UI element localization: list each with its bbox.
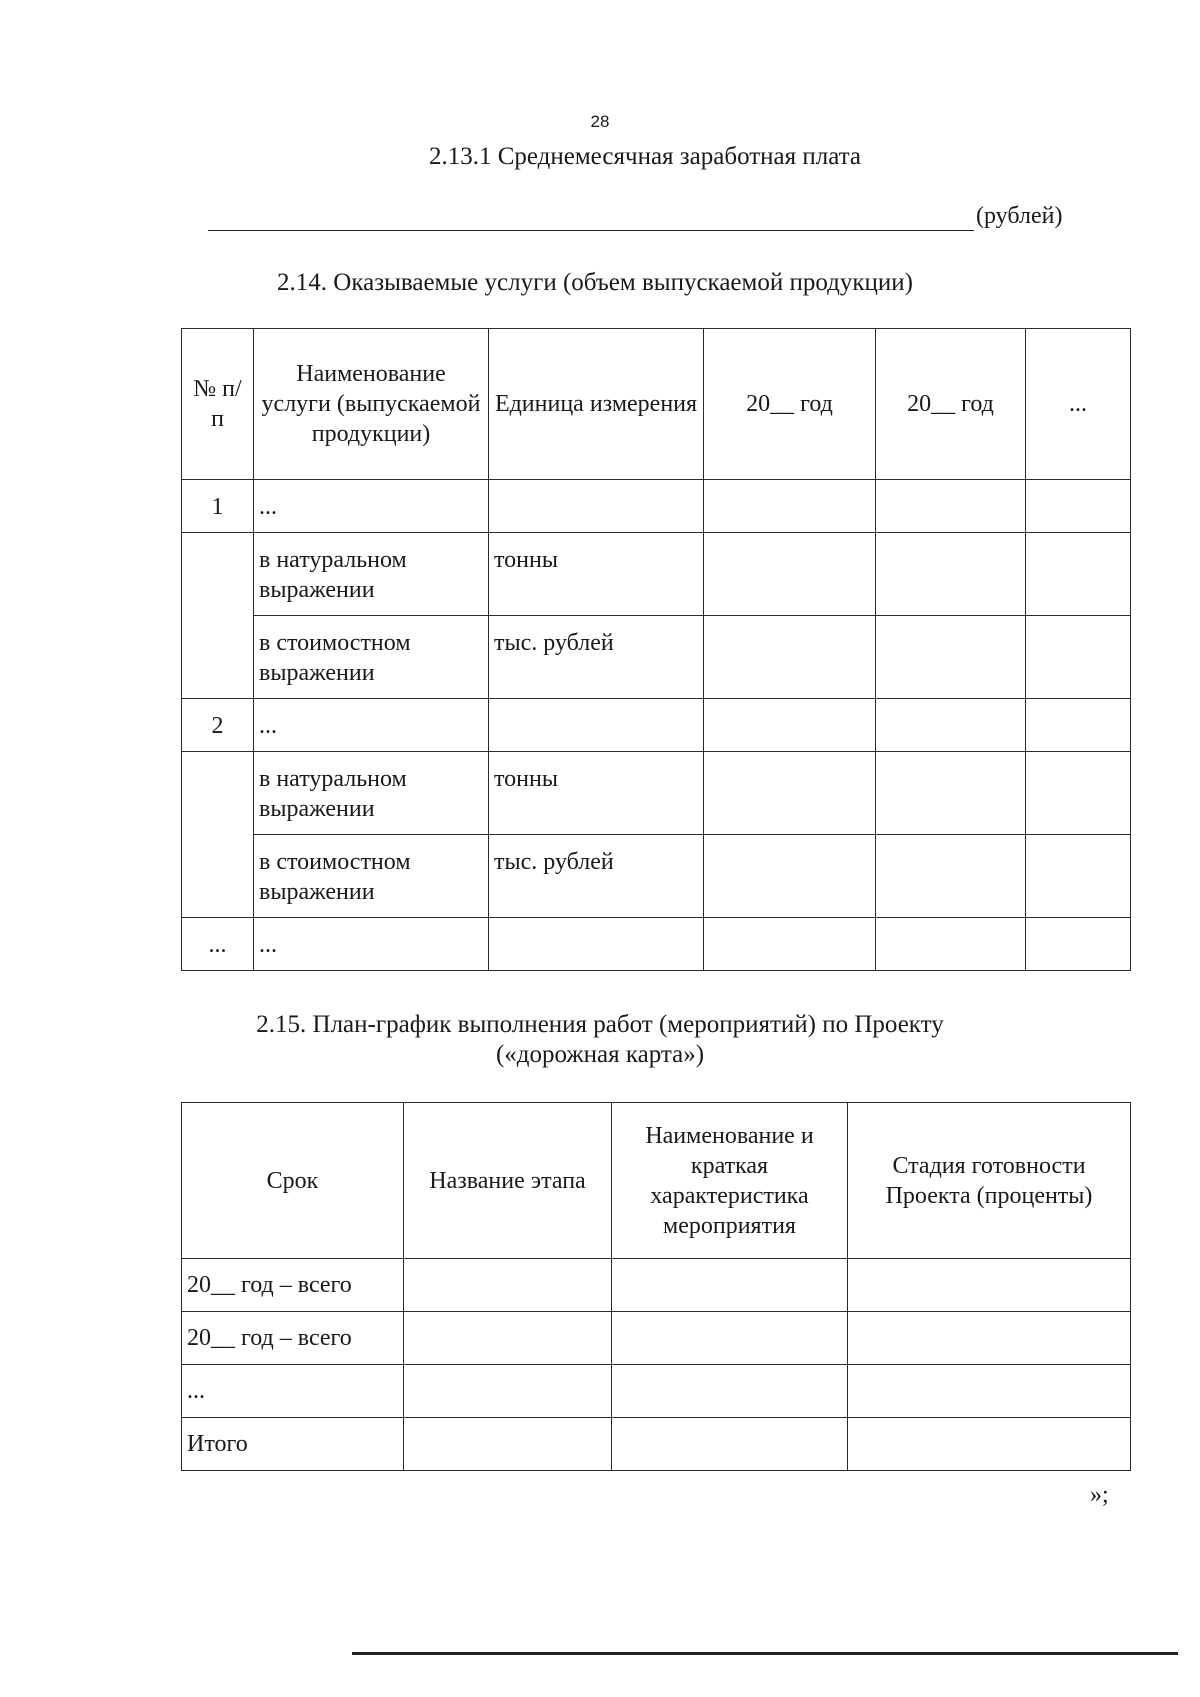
row-term: 20__ год – всего — [182, 1259, 404, 1312]
row-cell — [612, 1312, 848, 1365]
section-2-15-title — [0, 1010, 1200, 1070]
row-cell — [404, 1365, 612, 1418]
table-row — [182, 1259, 1131, 1312]
row-unit: тонны — [489, 533, 704, 616]
header-readiness: Стадия готовности Проекта (проценты) — [848, 1103, 1131, 1259]
table-row — [182, 835, 1131, 918]
row-unit: тыс. рублей — [489, 616, 704, 699]
row-cell — [876, 533, 1026, 616]
row-cell — [1026, 699, 1131, 752]
row-unit — [489, 480, 704, 533]
header-unit: Единица измерения — [489, 329, 704, 480]
roadmap-header-row — [182, 1103, 1131, 1259]
row-cell — [876, 752, 1026, 835]
row-num: ... — [182, 918, 254, 971]
header-service-name: Наименование услуги (выпускаемой продукции) — [254, 329, 489, 480]
row-cell — [704, 533, 876, 616]
row-unit: тонны — [489, 752, 704, 835]
header-more: ... — [1026, 329, 1131, 480]
row-num: 2 — [182, 699, 254, 752]
table-row — [182, 918, 1131, 971]
row-cell — [1026, 616, 1131, 699]
row-name: в натуральном выражении — [254, 752, 489, 835]
row-name: в натуральном выражении — [254, 533, 489, 616]
row-num: 1 — [182, 480, 254, 533]
row-cell — [1026, 918, 1131, 971]
row-cell — [704, 616, 876, 699]
row-cell — [704, 835, 876, 918]
row-unit: тыс. рублей — [489, 835, 704, 918]
row-name: ... — [254, 480, 489, 533]
row-term: 20__ год – всего — [182, 1312, 404, 1365]
row-name: в стоимостном выражении — [254, 616, 489, 699]
roadmap-table — [181, 1102, 1131, 1471]
table-row — [182, 1312, 1131, 1365]
closing-quote: »; — [1090, 1482, 1109, 1508]
wage-fill-line — [208, 202, 974, 231]
header-term: Срок — [182, 1103, 404, 1259]
wage-unit-label: (рублей) — [976, 203, 1063, 229]
row-cell — [1026, 835, 1131, 918]
row-cell — [1026, 533, 1131, 616]
row-unit — [489, 699, 704, 752]
row-cell — [848, 1365, 1131, 1418]
row-cell — [612, 1365, 848, 1418]
row-cell — [848, 1312, 1131, 1365]
row-cell — [876, 616, 1026, 699]
row-cell — [1026, 480, 1131, 533]
row-cell — [704, 480, 876, 533]
header-activity: Наименование и краткая характеристика мероприятия — [612, 1103, 848, 1259]
row-cell — [704, 752, 876, 835]
header-year-1: 20__ год — [704, 329, 876, 480]
services-table — [181, 328, 1131, 971]
row-cell — [848, 1259, 1131, 1312]
row-cell — [876, 480, 1026, 533]
row-name: в стоимостном выражении — [254, 835, 489, 918]
row-cell — [1026, 752, 1131, 835]
row-num — [182, 533, 254, 699]
row-name: ... — [254, 699, 489, 752]
row-name: ... — [254, 918, 489, 971]
header-num: № п/п — [182, 329, 254, 480]
table-row — [182, 1365, 1131, 1418]
row-cell — [612, 1259, 848, 1312]
row-cell — [848, 1418, 1131, 1471]
header-year-2: 20__ год — [876, 329, 1026, 480]
row-cell — [612, 1418, 848, 1471]
table-row — [182, 480, 1131, 533]
row-cell — [876, 918, 1026, 971]
row-cell — [404, 1418, 612, 1471]
row-unit — [489, 918, 704, 971]
page-number: 28 — [590, 112, 610, 131]
services-header-row — [182, 329, 1131, 480]
section-2-14-title: 2.14. Оказываемые услуги (объем выпускаемой продукции) — [277, 269, 913, 296]
row-cell — [704, 918, 876, 971]
table-row — [182, 1418, 1131, 1471]
row-term: Итого — [182, 1418, 404, 1471]
row-cell — [876, 835, 1026, 918]
row-cell — [404, 1259, 612, 1312]
section-2-13-1-title: 2.13.1 Среднемесячная заработная плата — [428, 143, 862, 170]
row-num — [182, 752, 254, 918]
row-cell — [404, 1312, 612, 1365]
row-cell — [704, 699, 876, 752]
table-row — [182, 616, 1131, 699]
table-row — [182, 533, 1131, 616]
table-row — [182, 699, 1131, 752]
footer-rule — [352, 1652, 1178, 1655]
row-cell — [876, 699, 1026, 752]
header-stage-name: Название этапа — [404, 1103, 612, 1259]
section-2-15-title-line-2: («дорожная карта») — [495, 1041, 705, 1068]
row-term: ... — [182, 1365, 404, 1418]
section-2-15-title-line-1: 2.15. План-график выполнения работ (мероприятий) по Проекту — [256, 1011, 944, 1038]
table-row — [182, 752, 1131, 835]
